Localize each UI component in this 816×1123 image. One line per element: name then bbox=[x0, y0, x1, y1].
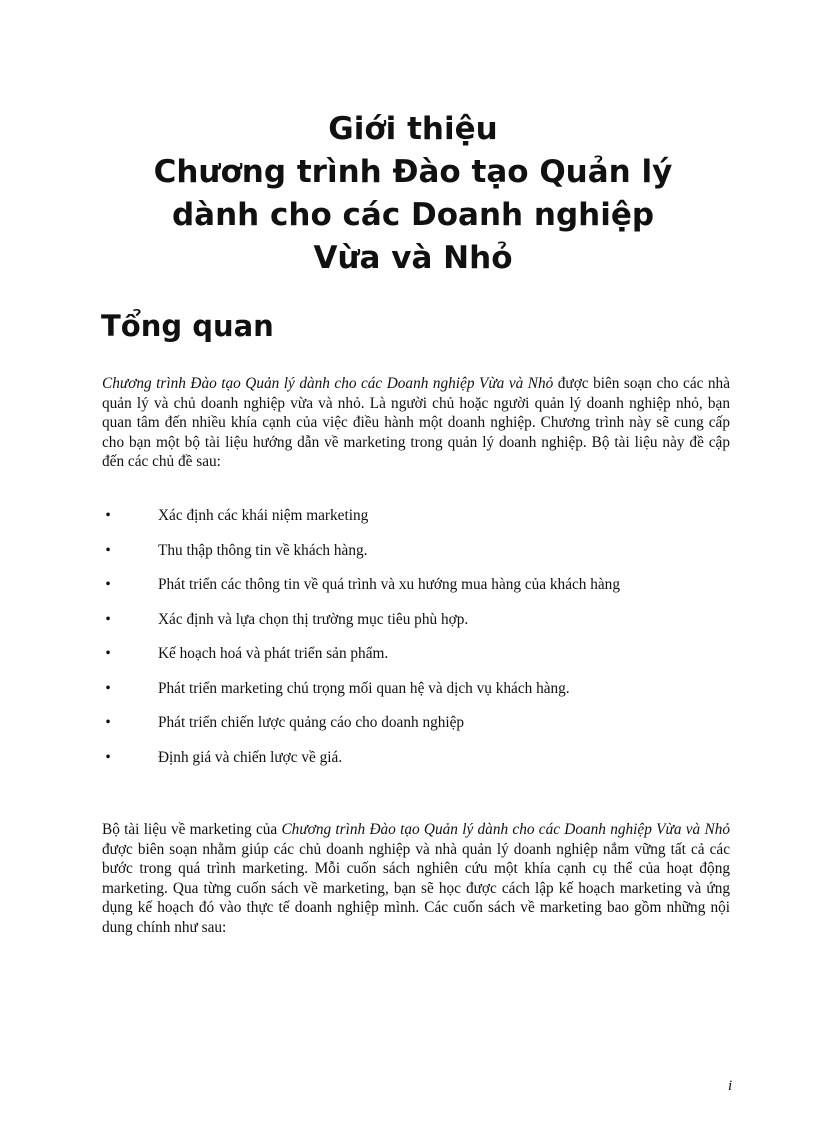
list-item bbox=[102, 575, 730, 595]
topic-list bbox=[102, 506, 730, 782]
closing-paragraph bbox=[102, 820, 730, 937]
list-item bbox=[102, 506, 730, 526]
closing-prefix: Bộ tài liệu về marketing của bbox=[102, 821, 282, 838]
list-item-text: Phát triển marketing chú trọng mối quan hệ và dịch vụ khách hàng. bbox=[158, 679, 570, 697]
bullet-icon: • bbox=[105, 576, 111, 593]
program-name-italic: Chương trình Đào tạo Quản lý dành cho các Doanh nghiệp Vừa và Nhỏ bbox=[102, 375, 554, 392]
list-item bbox=[102, 541, 730, 561]
title-line: Vừa và Nhỏ bbox=[313, 240, 513, 276]
bullet-icon: • bbox=[105, 610, 111, 628]
program-name-italic: Chương trình Đào tạo Quản lý dành cho các Doanh nghiệp Vừa và Nhỏ bbox=[281, 821, 730, 838]
intro-paragraph bbox=[102, 374, 730, 472]
list-item-text: Xác định các khái niệm marketing bbox=[158, 507, 369, 524]
list-item bbox=[102, 644, 730, 664]
list-item-text: Xác định và lựa chọn thị trường mục tiêu phù hợp. bbox=[158, 610, 469, 628]
list-item bbox=[102, 610, 730, 630]
list-item-text: Thu thập thông tin về khách hàng. bbox=[158, 541, 368, 559]
list-item-text: Kế hoạch hoá và phát triển sản phẩm. bbox=[158, 645, 389, 662]
list-item bbox=[102, 748, 730, 768]
document-title bbox=[100, 108, 726, 280]
bullet-icon: • bbox=[105, 645, 111, 662]
bullet-icon: • bbox=[105, 541, 111, 559]
title-line: Chương trình Đào tạo Quản lý bbox=[153, 154, 673, 190]
title-line: Giới thiệu bbox=[328, 111, 498, 147]
bullet-icon: • bbox=[105, 679, 111, 697]
bullet-icon: • bbox=[105, 748, 111, 766]
page-number: i bbox=[728, 1078, 733, 1094]
bullet-icon: • bbox=[105, 507, 111, 524]
closing-text: được biên soạn nhằm giúp các chủ doanh nghiệp và nhà quản lý doanh nghiệp nắm vững tất cả các bước trong quá trình marketing. Mỗi cuốn sách nghiên cứu một khía cạnh cụ thể của hoạt động marketing. Qua từng cuốn sách về marketing, bạn sẽ học được cách lập kế hoạch marketing và ứng dụng kế hoạch đó vào thực tế doanh nghiệp mình. Các cuốn sách về marketing bao gồm những nội dung chính như sau: bbox=[102, 840, 730, 936]
list-item-text: Định giá và chiến lược về giá. bbox=[158, 748, 343, 766]
list-item-text: Phát triển chiến lược quảng cáo cho doanh nghiệp bbox=[158, 714, 465, 731]
title-line: dành cho các Doanh nghiệp bbox=[171, 197, 655, 233]
list-item-text: Phát triển các thông tin về quá trình và xu hướng mua hàng của khách hàng bbox=[158, 576, 620, 593]
intro-text: được biên soạn cho các nhà quản lý và chủ doanh nghiệp vừa và nhỏ. Là người chủ hoặc người quản lý doanh nghiệp nhỏ, bạn quan tâm đến nhiều khía cạnh của việc điều hành một doanh nghiệp. Chương trình này sẽ cung cấp cho bạn một bộ tài liệu hướng dẫn về marketing trong quản lý doanh nghiệp. Bộ tài liệu này đề cập đến các chủ đề sau: bbox=[102, 375, 730, 470]
bullet-icon: • bbox=[105, 714, 111, 731]
list-item bbox=[102, 713, 730, 733]
list-item bbox=[102, 679, 730, 699]
section-heading: Tổng quan bbox=[101, 309, 274, 343]
